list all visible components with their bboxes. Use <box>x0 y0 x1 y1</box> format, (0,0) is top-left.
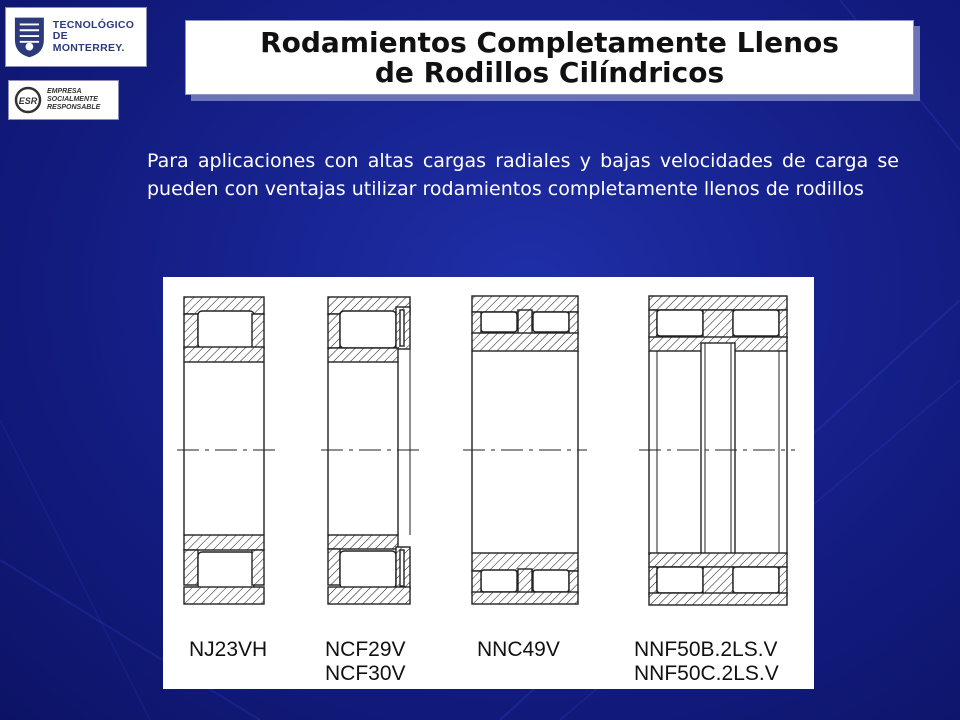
bearing-nj23vh-drawing <box>177 297 275 604</box>
bearing-4-label-2: NNF50C.2LS.V <box>634 662 779 685</box>
bearing-4-label-1: NNF50B.2LS.V <box>634 638 778 661</box>
bearing-2-label-1: NCF29V <box>325 638 406 661</box>
tec-shield-icon <box>12 14 47 60</box>
esr-logo-line-3: RESPONSABLE <box>47 103 101 111</box>
tec-de-monterrey-logo <box>5 7 147 67</box>
title-line-1: Rodamientos Completamente Llenos <box>260 25 839 59</box>
bearing-3-label: NNC49V <box>477 638 560 661</box>
bearing-2-label-2: NCF30V <box>325 662 406 685</box>
bearing-cross-sections <box>163 277 814 689</box>
bearing-drawings-figure <box>163 277 814 689</box>
bearing-nnc49v-drawing <box>463 296 587 604</box>
title-line-2: de Rodillos Cilíndricos <box>374 55 725 89</box>
esr-logo <box>8 80 119 120</box>
tec-logo-line-1: TECNOLÓGICO <box>52 19 135 32</box>
esr-logo-line-1: EMPRESA <box>47 88 82 96</box>
bearing-1-label: NJ23VH <box>189 638 268 661</box>
esr-badge-icon <box>14 85 42 115</box>
esr-logo-line-2: SOCIALMENTE <box>47 96 98 104</box>
esr-badge-text: ESR <box>18 96 38 106</box>
bearing-nnf50-drawing <box>639 296 795 605</box>
tec-logo-line-2: DE MONTERREY. <box>52 30 125 54</box>
slide-title <box>185 20 914 95</box>
body-paragraph: Para aplicaciones con altas cargas radiales y bajas velocidades de carga se pueden con ventajas utilizar rodamientos completamente llenos de rodillos <box>147 150 899 200</box>
bearing-ncf29v-drawing <box>321 297 421 604</box>
